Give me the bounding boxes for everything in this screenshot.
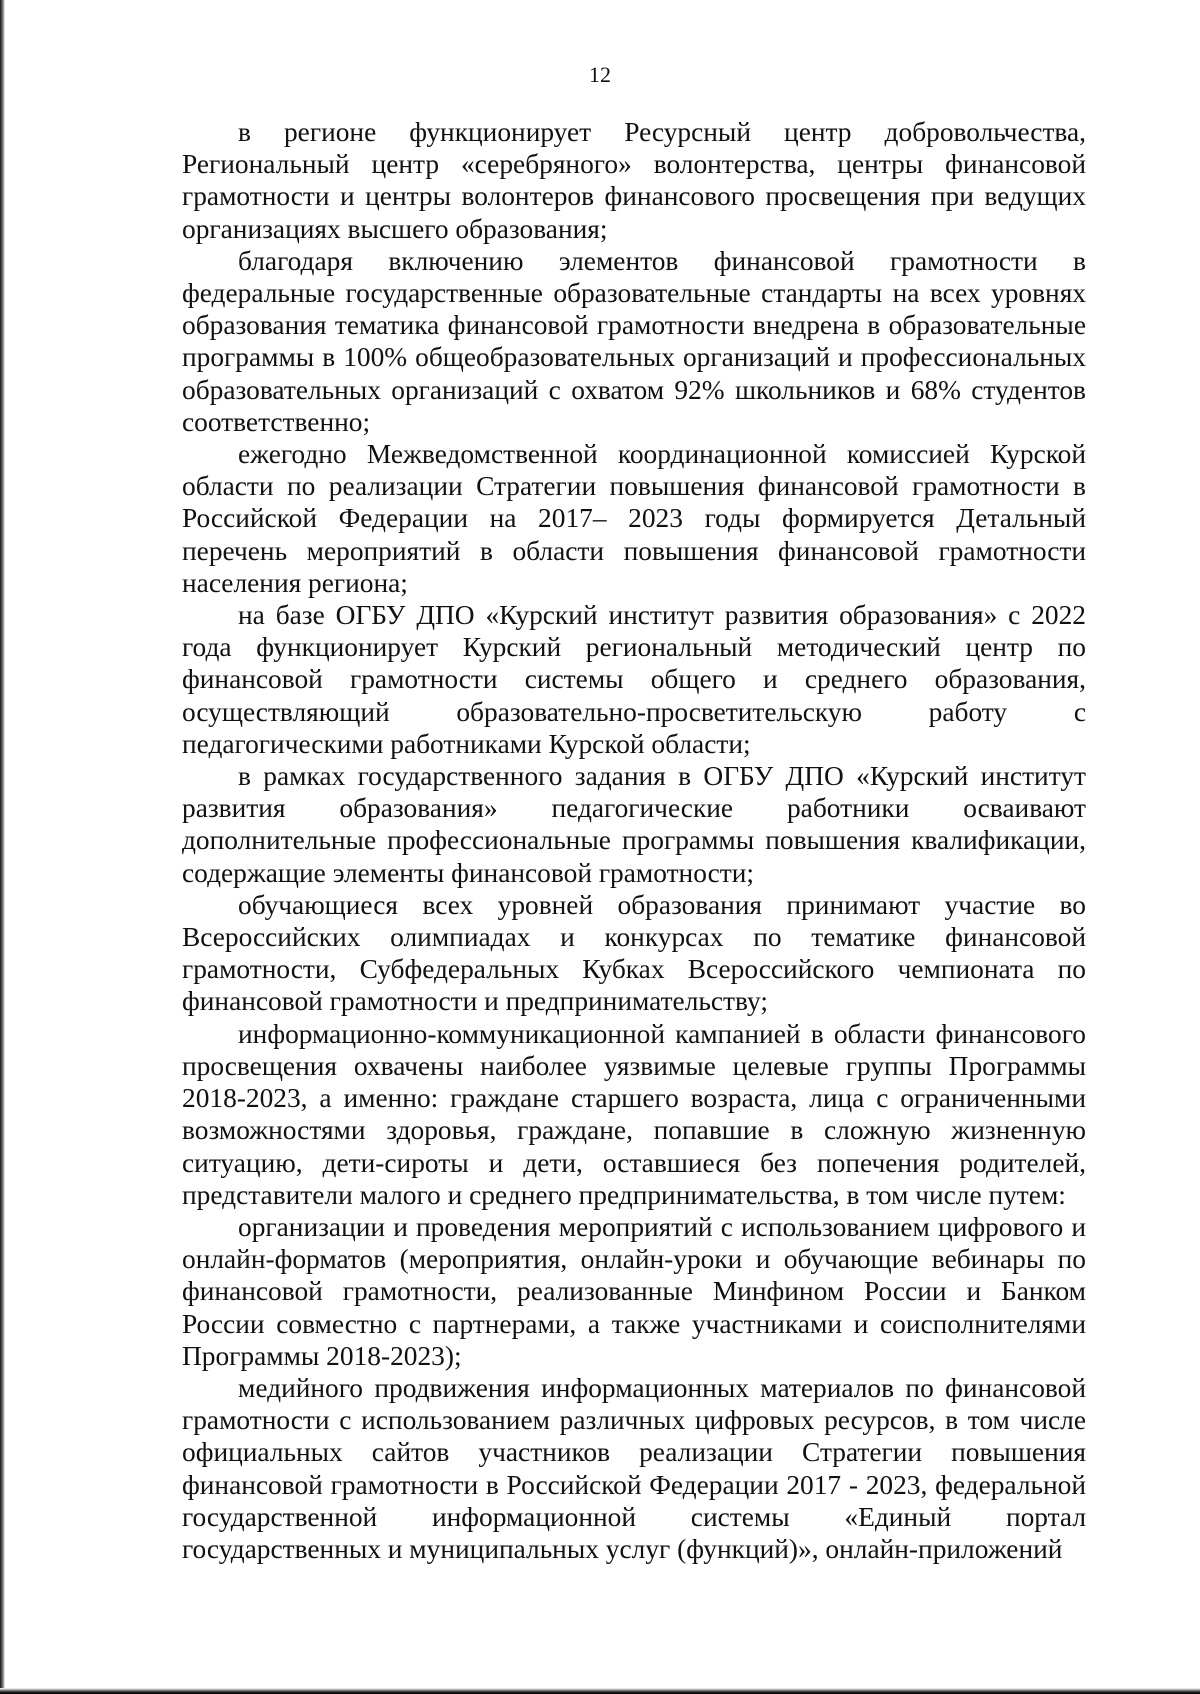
paragraph-media-promotion: медийного продвижения информационных материалов по финансовой грамотности с использованием различных цифровых ресурсов, в том числе официальных сайтов участников реализации Стратегии повышения финансовой грамотности в Российской Федерации 2017 - 2023, федеральной государственной информационной системы «Единый портал государственных и муниципальных услуг (функций)», онлайн-приложений [182, 1372, 1086, 1564]
paragraph-methodical-center: на базе ОГБУ ДПО «Курский институт развития образования» с 2022 года функционирует Курский региональный методический центр по финансовой грамотности системы общего и среднего образования, осуществляющий образовательно-просветительскую работу с педагогическими работниками Курской области; [182, 600, 1086, 759]
scan-bottom-edge [0, 1688, 1200, 1694]
paragraph-digital-events: организации и проведения мероприятий с использованием цифрового и онлайн-форматов (мероприятия, онлайн-уроки и обучающие вебинары по финансовой грамотности, реализованные Минфином России и Банком России совместно с партнерами, а также участниками и соисполнителями Программы 2018-2023); [182, 1211, 1086, 1371]
paragraph-information-campaign: информационно-коммуникационной кампанией в области финансового просвещения охвачены наиболее уязвимые целевые группы Программы 2018-2023, а именно: граждане старшего возраста, лица с ограниченными возможностями здоровья, граждане, попавшие в сложную жизненную ситуацию, дети-сироты и дети, оставшиеся без попечения родителей, представители малого и среднего предпринимательства, в том числе путем: [182, 1018, 1086, 1210]
page-number: 12 [589, 62, 611, 87]
paragraph-resource-centers: в регионе функционирует Ресурсный центр добровольчества, Региональный центр «серебряного» волонтерства, центры финансовой грамотности и центры волонтеров финансового просвещения при ведущих организациях высшего образования; [182, 117, 1086, 244]
paragraph-olympiads: обучающиеся всех уровней образования принимают участие во Всероссийских олимпиадах и конкурсах по тематике финансовой грамотности, Субфедеральных Кубках Всероссийского чемпионата по финансовой грамотности и предпринимательству; [182, 889, 1086, 1017]
document-body [182, 116, 1086, 1565]
paragraph-education-standards: благодаря включению элементов финансовой грамотности в федеральные государственные образовательные стандарты на всех уровнях образования тематика финансовой грамотности внедрена в образовательные программы в 100% общеобразовательных организаций и профессиональных образовательных организаций с охватом 92% школьников и 68% студентов соответственно; [182, 245, 1086, 437]
paragraph-state-assignment: в рамках государственного задания в ОГБУ ДПО «Курский институт развития образования» педагогические работники осваивают дополнительные профессиональные программы повышения квалификации, содержащие элементы финансовой грамотности; [182, 761, 1086, 888]
paragraph-interagency-commission: ежегодно Межведомственной координационной комиссией Курской области по реализации Стратегии повышения финансовой грамотности в Российской Федерации на 2017– 2023 годы формируется Детальный перечень мероприятий в области повышения финансовой грамотности населения региона; [182, 439, 1086, 598]
scan-left-edge [0, 0, 5, 1694]
